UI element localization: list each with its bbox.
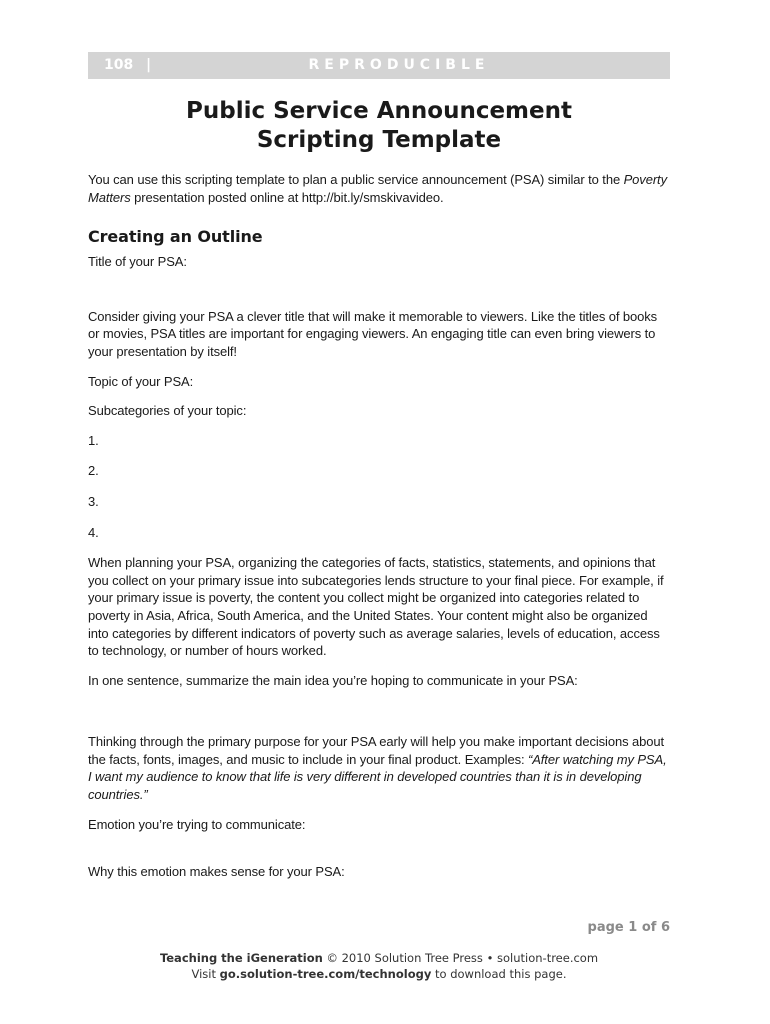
intro-italic: Poverty Matters — [88, 172, 667, 205]
title-line-1: Public Service Announcement — [186, 98, 572, 124]
intro-paragraph: You can use this scripting template to plan a public service announcement (PSA) similar to the Poverty Matters presentation posted online at http://bit.ly/smskivavideo. — [88, 172, 667, 205]
topic-prompt: Topic of your PSA: — [88, 373, 194, 389]
list-item: 4. — [88, 524, 99, 540]
title-prompt: Title of your PSA: — [88, 254, 187, 270]
list-item: 2. — [88, 463, 99, 479]
title-tip: Consider giving your PSA a clever title that will make it memorable to viewers. Like the titles of books or movies, PSA titles are important for engaging viewers. An engaging title can even bring viewers to your presentation by itself! — [88, 308, 658, 359]
title-line-2: Scripting Template — [256, 127, 502, 153]
document-body — [88, 171, 671, 893]
footer-copyright: © 2010 Solution Tree Press • solution-tree.com — [322, 951, 599, 965]
purpose-example: “After watching my PSA, I want my audience to know that life is very different in developed countries than it is in developing countries.” — [88, 751, 667, 803]
footer-url[interactable]: go.solution-tree.com/technology — [219, 967, 432, 981]
header-bar — [88, 52, 670, 79]
purpose-tip: Thinking through the primary purpose for your PSA early will help you make important decisions about the facts, fonts, images, and music to include in your final product. Examples: “After watching my PSA, I want my audience to know that life is very different in developed countries than it is in developing countries.” — [88, 734, 667, 803]
emotion-prompt: Emotion you’re trying to communicate: — [88, 816, 306, 832]
subcategories-prompt: Subcategories of your topic: — [88, 403, 247, 419]
why-prompt: Why this emotion makes sense for your PSA: — [88, 864, 345, 880]
section-heading: Creating an Outline — [88, 227, 263, 247]
footer: Teaching the iGeneration © 2010 Solution Tree Press • solution-tree.com Visit go.solution-tree.com/technology to download this page. — [159, 951, 599, 981]
header-separator: | — [146, 57, 152, 73]
summary-prompt: In one sentence, summarize the main idea you’re hoping to communicate in your PSA: — [88, 672, 578, 688]
list-item: 1. — [88, 432, 99, 448]
header-label: REPRODUCIBLE — [308, 57, 490, 73]
page-indicator: page 1 of 6 — [587, 920, 670, 935]
footer-book-title: Teaching the iGeneration — [159, 951, 323, 965]
list-item: 3. — [88, 493, 99, 509]
page-title — [88, 97, 670, 155]
header-page-number: 108 — [104, 57, 134, 73]
planning-tip: When planning your PSA, organizing the categories of facts, statistics, statements, and opinions that you collect on your primary issue into subcategories lends structure to your final piece. For example, if your primary issue is poverty, the content you collect might be organized into categories related to poverty in Asia, Africa, South America, and the United States. Your content might also be organized into categories by different indicators of poverty such as average salaries, levels of education, access to technology, or number of hours worked. — [88, 555, 664, 659]
